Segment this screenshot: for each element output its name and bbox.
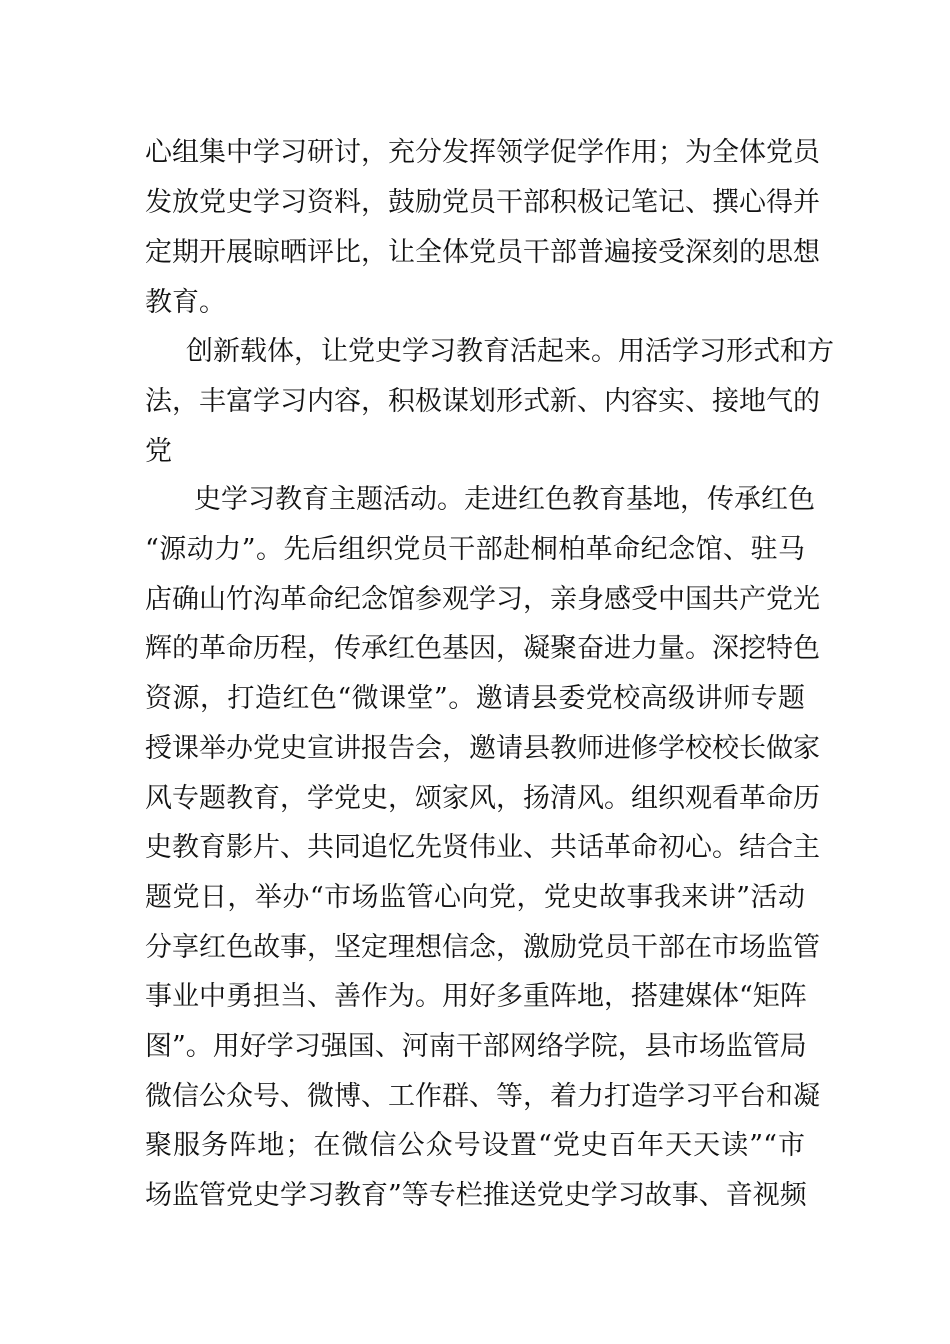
text-line: 图”。用好学习强国、河南干部网络学院，县市场监管局 xyxy=(145,1031,807,1062)
text-line: 店确山竹沟革命纪念馆参观学习，亲身感受中国共产党光 xyxy=(145,584,820,615)
text-line: “源动力”。先后组织党员干部赴桐柏革命纪念馆、驻马 xyxy=(145,534,805,565)
text-line: 微信公众号、微博、工作群、等，着力打造学习平台和凝 xyxy=(145,1081,820,1112)
text-line: 教育。 xyxy=(145,287,226,318)
text-line: 发放党史学习资料，鼓励党员干部积极记笔记、撰心得并 xyxy=(145,187,820,218)
text-line: 定期开展晾晒评比，让全体党员干部普遍接受深刻的思想 xyxy=(145,237,820,268)
text-line: 党 xyxy=(145,436,172,467)
text-line: 创新载体，让党史学习教育活起来。用活学习形式和方 xyxy=(186,336,834,367)
text-line: 风专题教育，学党史，颂家风，扬清风。组织观看革命历 xyxy=(145,783,820,814)
text-line: 辉的革命历程，传承红色基因，凝聚奋进力量。深挖特色 xyxy=(145,633,820,664)
text-line: 事业中勇担当、善作为。用好多重阵地，搭建媒体“矩阵 xyxy=(145,981,807,1012)
text-line: 场监管党史学习教育”等专栏推送党史学习故事、音视频 xyxy=(145,1180,807,1211)
text-line: 资源，打造红色“微课堂”。邀请县委党校高级讲师专题 xyxy=(145,683,805,714)
text-line: 史学习教育主题活动。走进红色教育基地，传承红色 xyxy=(194,484,815,515)
text-line: 聚服务阵地；在微信公众号设置“党史百年天天读”“市 xyxy=(145,1130,805,1161)
text-line: 授课举办党史宣讲报告会，邀请县教师进修学校校长做家 xyxy=(145,733,820,764)
text-line: 题党日，举办“市场监管心向党，党史故事我来讲”活动 xyxy=(145,882,805,913)
text-line: 心组集中学习研讨，充分发挥领学促学作用；为全体党员 xyxy=(145,137,820,168)
text-line: 分享红色故事，坚定理想信念，激励党员干部在市场监管 xyxy=(145,932,820,963)
text-line: 史教育影片、共同追忆先贤伟业、共话革命初心。结合主 xyxy=(145,832,820,863)
text-line: 法，丰富学习内容，积极谋划形式新、内容实、接地气的 xyxy=(145,386,820,417)
